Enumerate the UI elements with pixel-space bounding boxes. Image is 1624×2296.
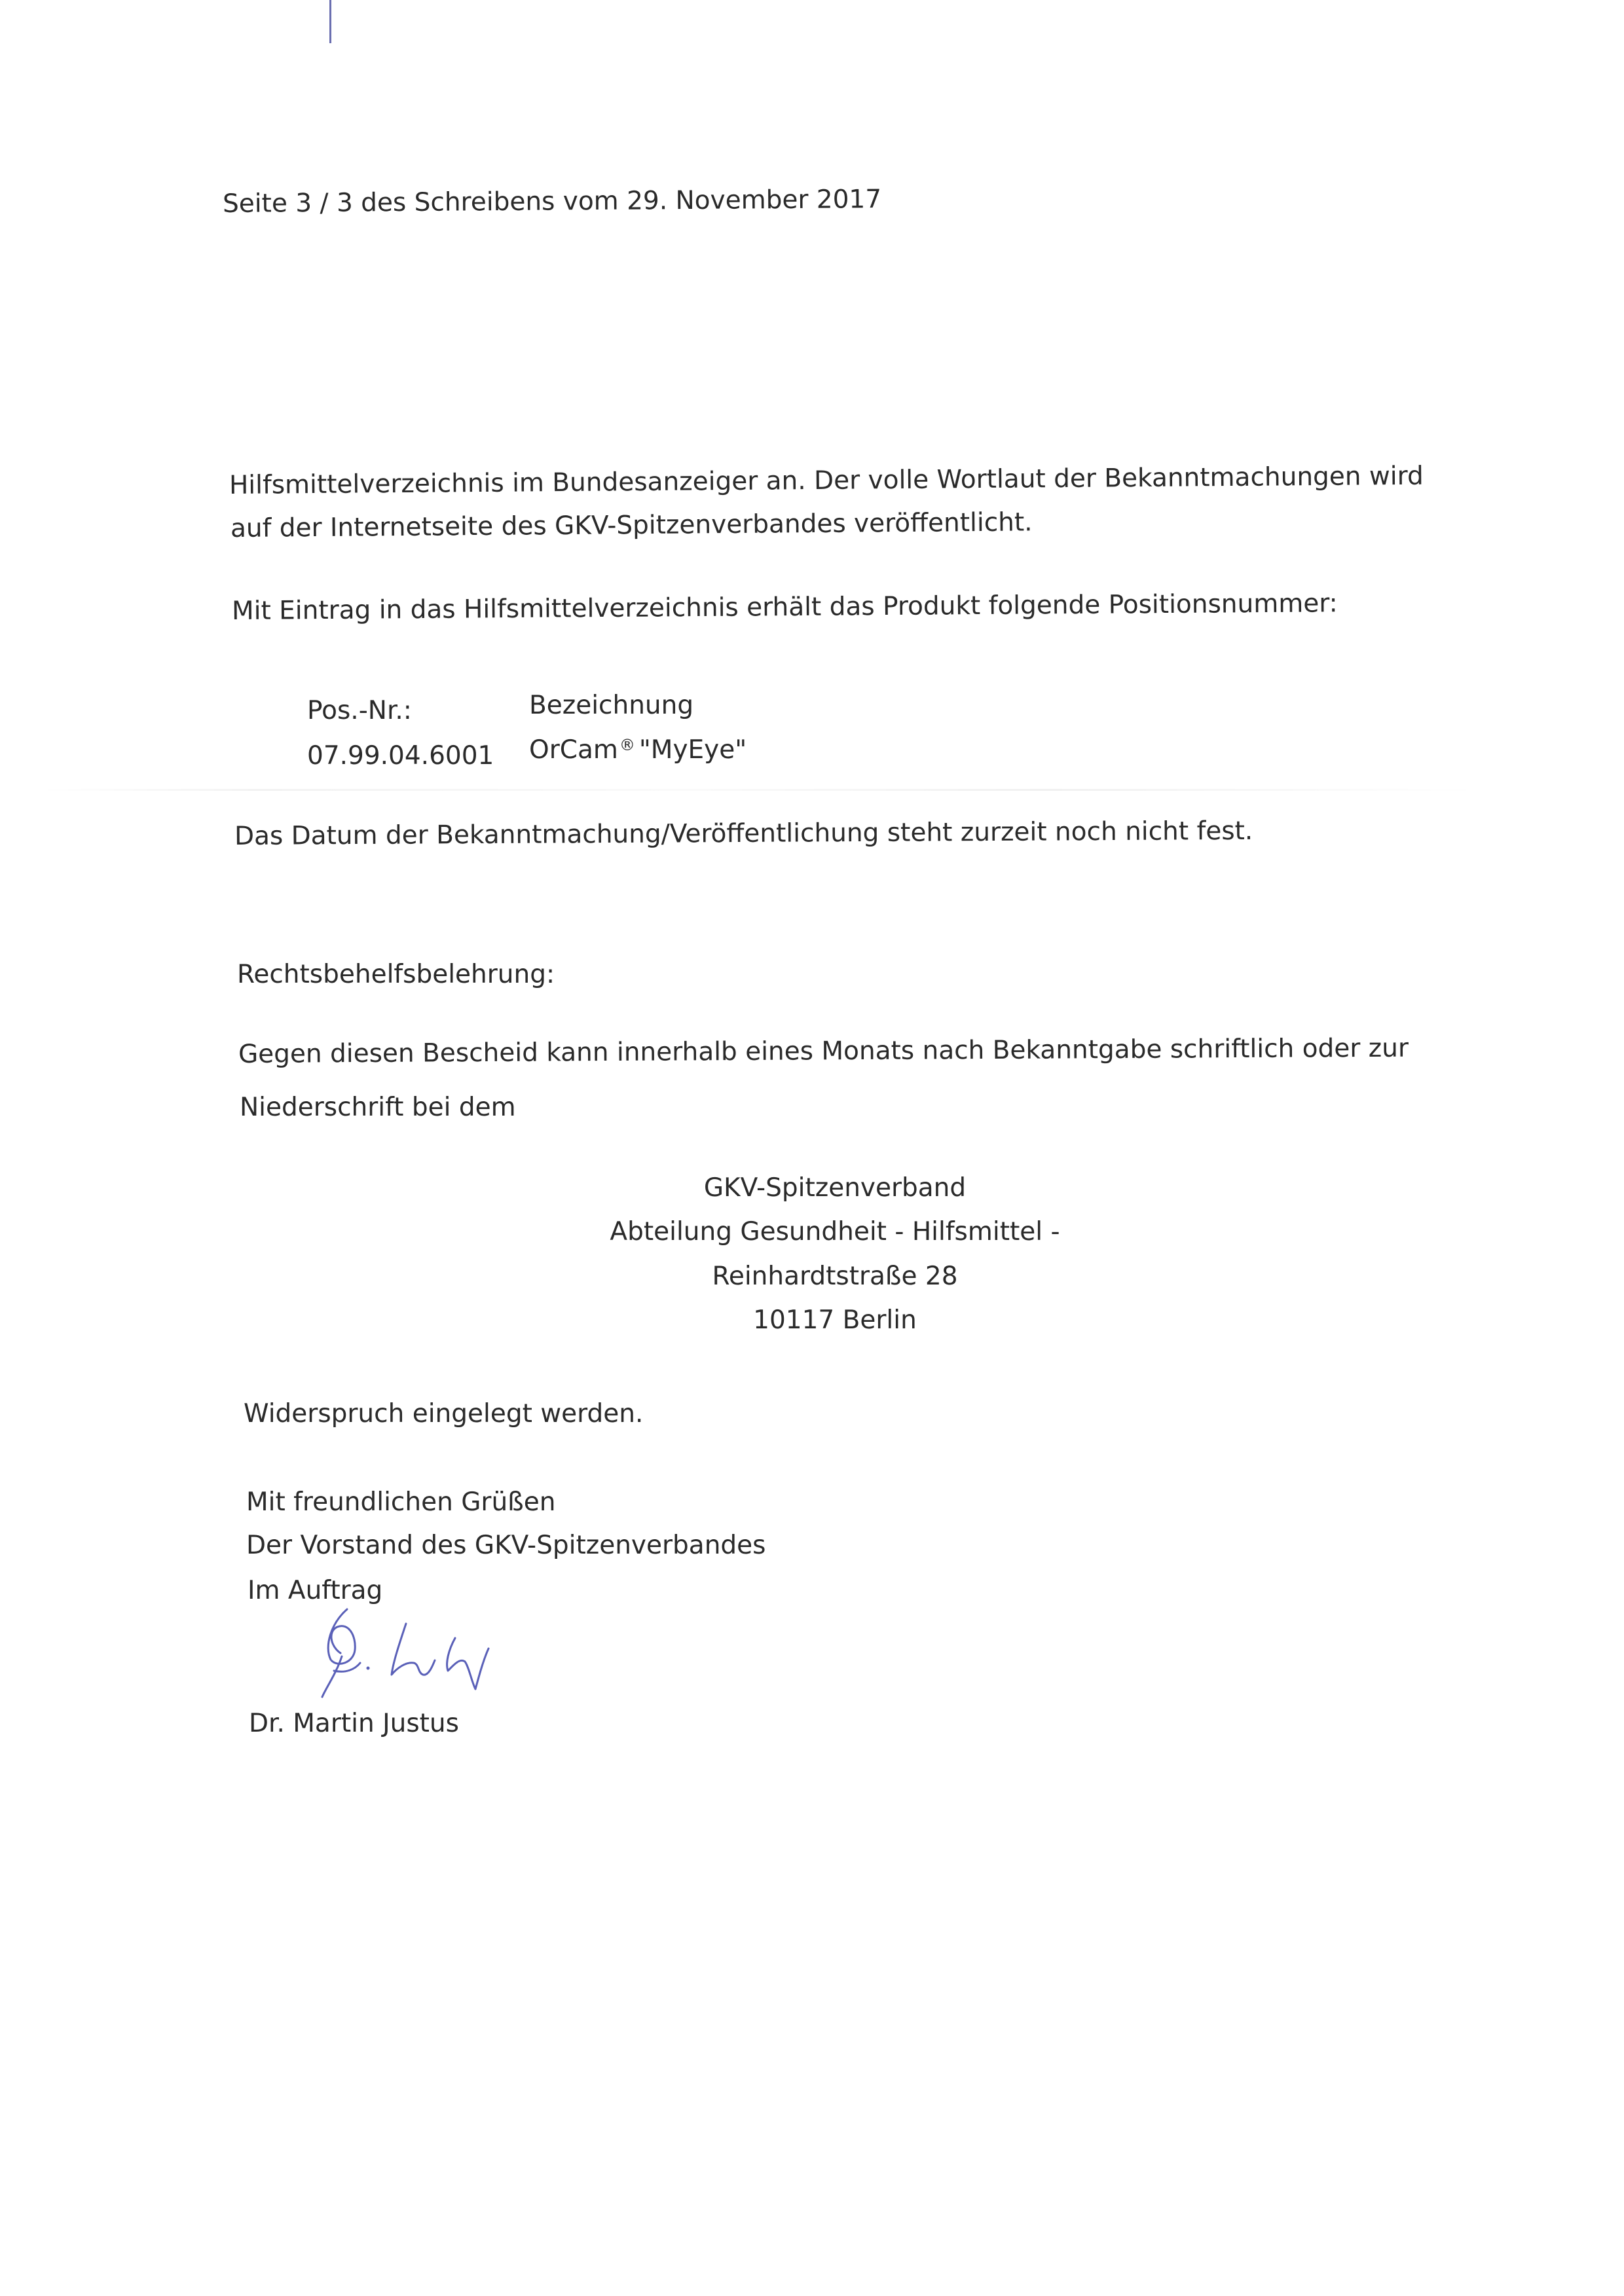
address-department: Abteilung Gesundheit - Hilfsmittel -: [610, 1217, 1060, 1247]
closing-organization: Der Vorstand des GKV-Spitzenverbandes: [246, 1531, 766, 1560]
designation-value: [529, 737, 747, 763]
paragraph-date-pending: Das Datum der Bekanntmachung/Veröffentlichung steht zurzeit noch nicht fest.: [234, 816, 1253, 851]
paragraph-objection-end: Widerspruch eingelegt werden.: [244, 1399, 644, 1429]
page-reference: Seite 3 / 3 des Schreibens vom 29. November 2017: [222, 184, 882, 219]
paragraph-position-intro: Mit Eintrag in das Hilfsmittelverzeichnis erhält das Produkt folgende Positionsnummer:: [231, 589, 1338, 626]
designation-header: Bezeichnung: [529, 691, 694, 720]
handwritten-signature-icon: [308, 1597, 530, 1709]
legal-remedy-heading: Rechtsbehelfsbelehrung:: [237, 960, 555, 989]
closing-greeting: Mit freundlichen Grüßen: [246, 1487, 556, 1517]
product-name: OrCam: [529, 735, 618, 765]
address-org: GKV-Spitzenverband: [703, 1173, 967, 1203]
paragraph-publication-line1: Hilfsmittelverzeichnis im Bundesanzeiger an. Der volle Wortlaut der Bekanntmachungen wird: [229, 461, 1424, 500]
position-number-value: 07.99.04.6001: [307, 741, 494, 771]
scan-margin-mark: [329, 0, 331, 43]
paragraph-objection-line2: Niederschrift bei dem: [240, 1093, 516, 1122]
address-street: Reinhardtstraße 28: [712, 1262, 958, 1291]
registered-mark: ®: [619, 736, 635, 754]
address-city: 10117 Berlin: [753, 1305, 917, 1335]
position-number-header: Pos.-Nr.:: [307, 696, 412, 725]
paragraph-publication-line2: auf der Internetseite des GKV-Spitzenverbandes veröffentlicht.: [230, 507, 1033, 543]
product-model: "MyEye": [638, 735, 747, 765]
scan-streak: [39, 789, 1480, 791]
signer-name: Dr. Martin Justus: [249, 1709, 459, 1738]
paragraph-objection-line1: Gegen diesen Bescheid kann innerhalb eines Monats nach Bekanntgabe schriftlich oder zur: [238, 1033, 1409, 1069]
closing-on-behalf: Im Auftrag: [248, 1576, 383, 1605]
